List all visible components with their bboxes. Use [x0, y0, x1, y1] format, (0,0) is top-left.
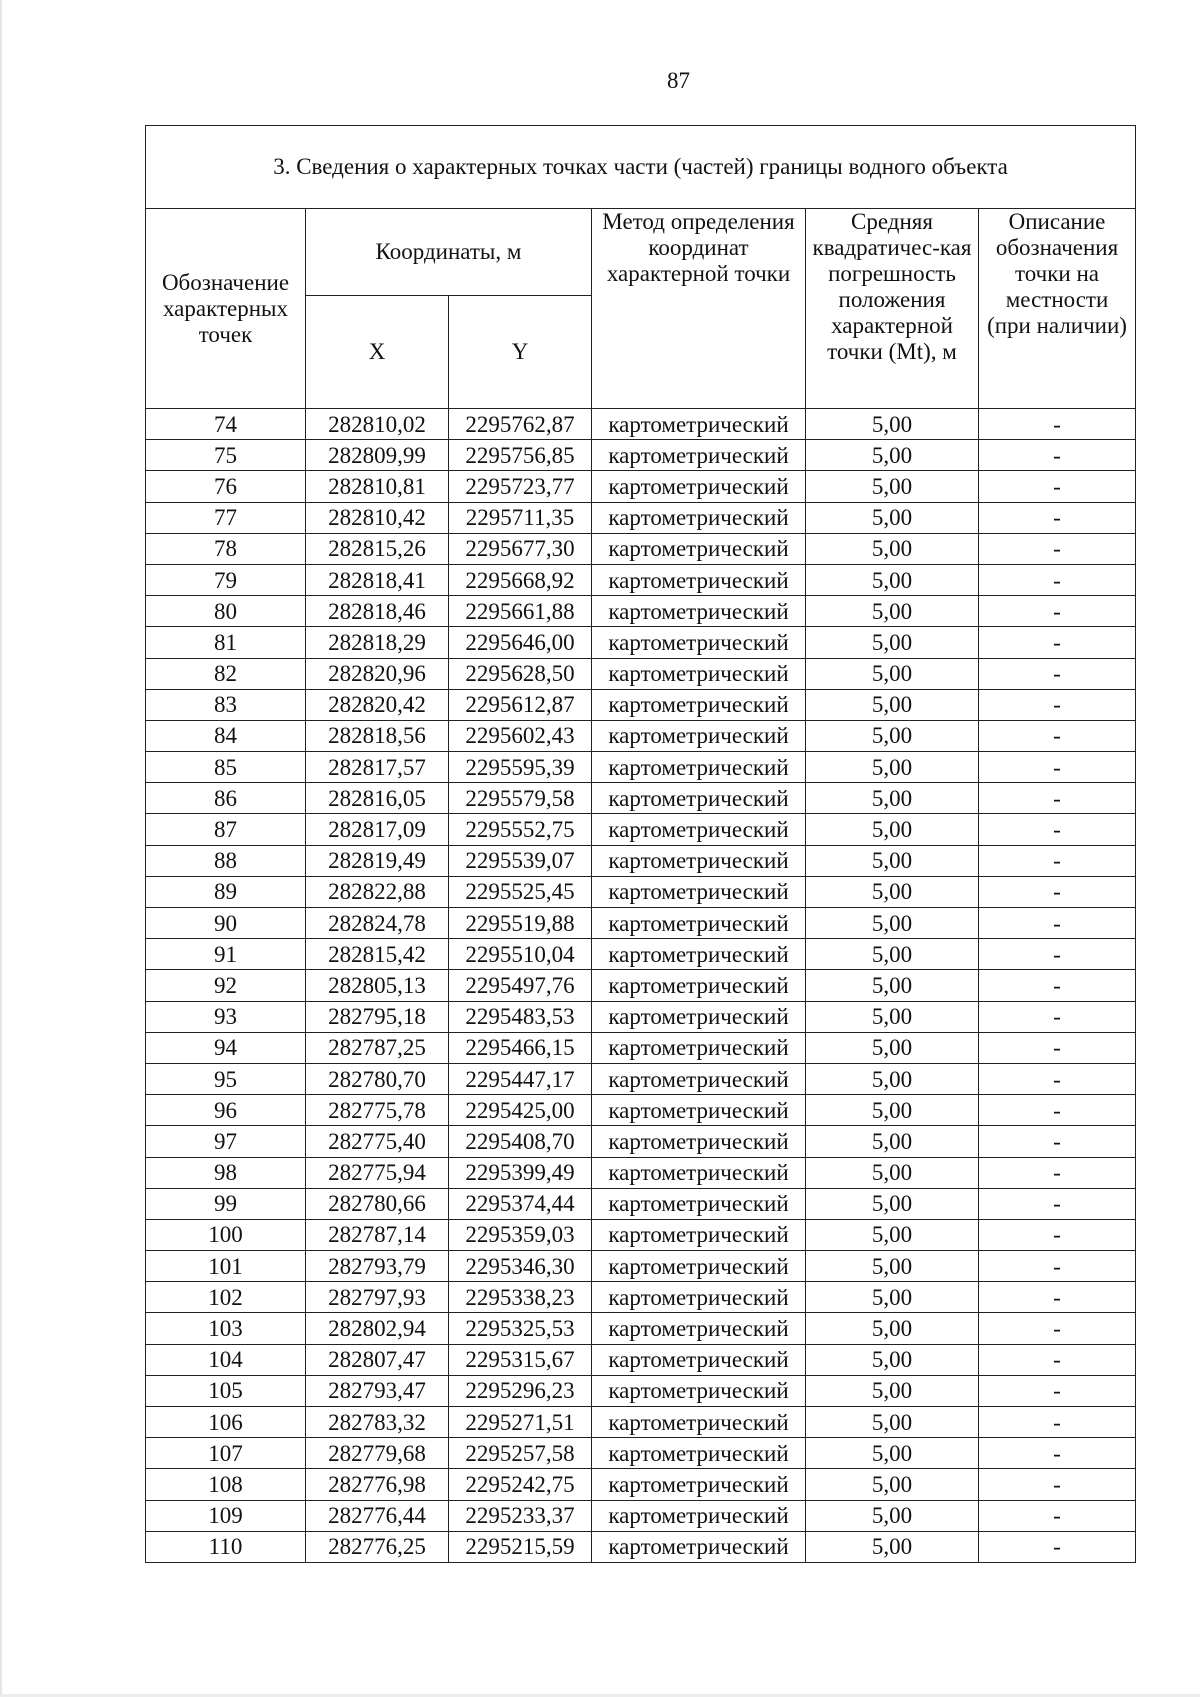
- cell-point: 102: [146, 1282, 306, 1313]
- cell-point: 83: [146, 689, 306, 720]
- cell-y: 2295519,88: [449, 908, 592, 939]
- cell-description: -: [979, 1251, 1136, 1282]
- cell-error: 5,00: [806, 845, 979, 876]
- cell-description: -: [979, 1188, 1136, 1219]
- cell-error: 5,00: [806, 1282, 979, 1313]
- cell-method: картометрический: [592, 409, 806, 440]
- cell-error: 5,00: [806, 533, 979, 564]
- cell-point: 98: [146, 1157, 306, 1188]
- table-row: [146, 658, 1136, 689]
- cell-point: 108: [146, 1469, 306, 1500]
- cell-x: 282810,02: [306, 409, 449, 440]
- cell-error: 5,00: [806, 1188, 979, 1219]
- cell-point: 81: [146, 627, 306, 658]
- cell-x: 282818,29: [306, 627, 449, 658]
- cell-method: картометрический: [592, 720, 806, 751]
- cell-x: 282793,47: [306, 1375, 449, 1406]
- cell-description: -: [979, 970, 1136, 1001]
- cell-point: 82: [146, 658, 306, 689]
- cell-x: 282819,49: [306, 845, 449, 876]
- cell-point: 87: [146, 814, 306, 845]
- table-row: [146, 1344, 1136, 1375]
- cell-error: 5,00: [806, 440, 979, 471]
- cell-method: картометрический: [592, 440, 806, 471]
- table-row: [146, 564, 1136, 595]
- cell-point: 99: [146, 1188, 306, 1219]
- table-row: [146, 1313, 1136, 1344]
- cell-error: 5,00: [806, 1251, 979, 1282]
- cell-x: 282815,26: [306, 533, 449, 564]
- cell-y: 2295677,30: [449, 533, 592, 564]
- cell-method: картометрический: [592, 564, 806, 595]
- cell-y: 2295257,58: [449, 1438, 592, 1469]
- cell-x: 282820,42: [306, 689, 449, 720]
- cell-method: картометрический: [592, 1438, 806, 1469]
- cell-y: 2295510,04: [449, 939, 592, 970]
- cell-method: картометрический: [592, 1188, 806, 1219]
- cell-description: -: [979, 502, 1136, 533]
- cell-x: 282815,42: [306, 939, 449, 970]
- cell-y: 2295497,76: [449, 970, 592, 1001]
- cell-error: 5,00: [806, 1095, 979, 1126]
- cell-error: 5,00: [806, 783, 979, 814]
- cell-method: картометрический: [592, 1063, 806, 1094]
- cell-x: 282776,44: [306, 1500, 449, 1531]
- cell-x: 282820,96: [306, 658, 449, 689]
- cell-description: -: [979, 1095, 1136, 1126]
- cell-error: 5,00: [806, 939, 979, 970]
- cell-error: 5,00: [806, 1032, 979, 1063]
- cell-x: 282816,05: [306, 783, 449, 814]
- cell-point: 107: [146, 1438, 306, 1469]
- cell-point: 76: [146, 471, 306, 502]
- cell-method: картометрический: [592, 1219, 806, 1250]
- cell-description: -: [979, 1438, 1136, 1469]
- cell-point: 78: [146, 533, 306, 564]
- cell-x: 282793,79: [306, 1251, 449, 1282]
- cell-y: 2295602,43: [449, 720, 592, 751]
- cell-method: картометрический: [592, 939, 806, 970]
- table-row: [146, 939, 1136, 970]
- cell-x: 282780,66: [306, 1188, 449, 1219]
- cell-y: 2295315,67: [449, 1344, 592, 1375]
- cell-y: 2295399,49: [449, 1157, 592, 1188]
- cell-x: 282818,56: [306, 720, 449, 751]
- cell-y: 2295215,59: [449, 1531, 592, 1562]
- cell-x: 282787,25: [306, 1032, 449, 1063]
- cell-x: 282787,14: [306, 1219, 449, 1250]
- table-row: [146, 689, 1136, 720]
- cell-method: картометрический: [592, 596, 806, 627]
- table-row: [146, 1001, 1136, 1032]
- cell-method: картометрический: [592, 1001, 806, 1032]
- cell-error: 5,00: [806, 564, 979, 595]
- cell-description: -: [979, 658, 1136, 689]
- cell-point: 94: [146, 1032, 306, 1063]
- table-row: [146, 876, 1136, 907]
- cell-description: -: [979, 471, 1136, 502]
- table-row: [146, 440, 1136, 471]
- cell-x: 282775,94: [306, 1157, 449, 1188]
- cell-y: 2295612,87: [449, 689, 592, 720]
- table-row: [146, 783, 1136, 814]
- cell-x: 282818,46: [306, 596, 449, 627]
- cell-x: 282809,99: [306, 440, 449, 471]
- cell-point: 100: [146, 1219, 306, 1250]
- cell-point: 96: [146, 1095, 306, 1126]
- cell-description: -: [979, 1531, 1136, 1562]
- cell-x: 282795,18: [306, 1001, 449, 1032]
- cell-method: картометрический: [592, 1313, 806, 1344]
- cell-y: 2295723,77: [449, 471, 592, 502]
- cell-method: картометрический: [592, 1469, 806, 1500]
- cell-point: 93: [146, 1001, 306, 1032]
- table-row: [146, 1531, 1136, 1562]
- cell-method: картометрический: [592, 1126, 806, 1157]
- cell-y: 2295466,15: [449, 1032, 592, 1063]
- cell-method: картометрический: [592, 1095, 806, 1126]
- table-row: [146, 720, 1136, 751]
- cell-description: -: [979, 1157, 1136, 1188]
- cell-point: 92: [146, 970, 306, 1001]
- cell-error: 5,00: [806, 1531, 979, 1562]
- cell-method: картометрический: [592, 1500, 806, 1531]
- cell-x: 282805,13: [306, 970, 449, 1001]
- cell-error: 5,00: [806, 1438, 979, 1469]
- header-coords: Координаты, м: [306, 209, 592, 296]
- cell-error: 5,00: [806, 596, 979, 627]
- table-row: [146, 1126, 1136, 1157]
- cell-y: 2295359,03: [449, 1219, 592, 1250]
- cell-y: 2295595,39: [449, 752, 592, 783]
- cell-y: 2295296,23: [449, 1375, 592, 1406]
- table-row: [146, 1375, 1136, 1406]
- cell-method: картометрический: [592, 814, 806, 845]
- cell-x: 282776,98: [306, 1469, 449, 1500]
- cell-y: 2295539,07: [449, 845, 592, 876]
- cell-y: 2295525,45: [449, 876, 592, 907]
- cell-y: 2295233,37: [449, 1500, 592, 1531]
- cell-description: -: [979, 845, 1136, 876]
- cell-point: 97: [146, 1126, 306, 1157]
- cell-description: -: [979, 409, 1136, 440]
- cell-point: 79: [146, 564, 306, 595]
- cell-error: 5,00: [806, 1063, 979, 1094]
- cell-x: 282817,57: [306, 752, 449, 783]
- cell-y: 2295483,53: [449, 1001, 592, 1032]
- cell-method: картометрический: [592, 502, 806, 533]
- cell-point: 106: [146, 1407, 306, 1438]
- cell-point: 109: [146, 1500, 306, 1531]
- cell-y: 2295338,23: [449, 1282, 592, 1313]
- cell-description: -: [979, 1032, 1136, 1063]
- cell-point: 80: [146, 596, 306, 627]
- cell-description: -: [979, 939, 1136, 970]
- cell-point: 85: [146, 752, 306, 783]
- table-row: [146, 471, 1136, 502]
- cell-point: 90: [146, 908, 306, 939]
- cell-error: 5,00: [806, 1126, 979, 1157]
- cell-x: 282783,32: [306, 1407, 449, 1438]
- table-row: [146, 1219, 1136, 1250]
- cell-y: 2295425,00: [449, 1095, 592, 1126]
- cell-point: 89: [146, 876, 306, 907]
- cell-description: -: [979, 1001, 1136, 1032]
- cell-y: 2295628,50: [449, 658, 592, 689]
- cell-method: картометрический: [592, 1344, 806, 1375]
- cell-point: 101: [146, 1251, 306, 1282]
- cell-x: 282807,47: [306, 1344, 449, 1375]
- header-method: Метод определения координат характерной точки: [592, 209, 806, 409]
- table-row: [146, 596, 1136, 627]
- cell-description: -: [979, 1407, 1136, 1438]
- cell-x: 282810,81: [306, 471, 449, 502]
- cell-description: -: [979, 1313, 1136, 1344]
- cell-description: -: [979, 689, 1136, 720]
- cell-point: 88: [146, 845, 306, 876]
- table-row: [146, 814, 1136, 845]
- cell-y: 2295756,85: [449, 440, 592, 471]
- cell-method: картометрический: [592, 1375, 806, 1406]
- cell-error: 5,00: [806, 1500, 979, 1531]
- cell-y: 2295579,58: [449, 783, 592, 814]
- table-row: [146, 752, 1136, 783]
- table-row: [146, 970, 1136, 1001]
- boundary-points-table: [145, 125, 1136, 1563]
- cell-point: 103: [146, 1313, 306, 1344]
- cell-error: 5,00: [806, 1375, 979, 1406]
- table-row: [146, 502, 1136, 533]
- cell-x: 282779,68: [306, 1438, 449, 1469]
- cell-y: 2295552,75: [449, 814, 592, 845]
- cell-error: 5,00: [806, 502, 979, 533]
- cell-error: 5,00: [806, 1219, 979, 1250]
- table-row: [146, 1469, 1136, 1500]
- cell-method: картометрический: [592, 689, 806, 720]
- cell-error: 5,00: [806, 752, 979, 783]
- table-row: [146, 1500, 1136, 1531]
- cell-error: 5,00: [806, 689, 979, 720]
- cell-method: картометрический: [592, 845, 806, 876]
- cell-error: 5,00: [806, 1157, 979, 1188]
- page-number: 87: [667, 68, 690, 93]
- cell-method: картометрический: [592, 1157, 806, 1188]
- table-row: [146, 1063, 1136, 1094]
- cell-description: -: [979, 1469, 1136, 1500]
- table-row: [146, 845, 1136, 876]
- cell-method: картометрический: [592, 908, 806, 939]
- table-body: [146, 409, 1136, 1563]
- cell-point: 84: [146, 720, 306, 751]
- cell-method: картометрический: [592, 1531, 806, 1562]
- cell-x: 282822,88: [306, 876, 449, 907]
- table-row: [146, 1188, 1136, 1219]
- cell-method: картометрический: [592, 1251, 806, 1282]
- cell-point: 95: [146, 1063, 306, 1094]
- cell-x: 282818,41: [306, 564, 449, 595]
- cell-method: картометрический: [592, 627, 806, 658]
- cell-error: 5,00: [806, 1344, 979, 1375]
- cell-y: 2295408,70: [449, 1126, 592, 1157]
- table-row: [146, 1095, 1136, 1126]
- cell-error: 5,00: [806, 1469, 979, 1500]
- table-title: 3. Сведения о характерных точках части (частей) границы водного объекта: [146, 126, 1136, 209]
- table-row: [146, 1407, 1136, 1438]
- cell-description: -: [979, 1219, 1136, 1250]
- cell-y: 2295346,30: [449, 1251, 592, 1282]
- cell-description: -: [979, 752, 1136, 783]
- cell-method: картометрический: [592, 876, 806, 907]
- cell-error: 5,00: [806, 658, 979, 689]
- cell-point: 77: [146, 502, 306, 533]
- cell-description: -: [979, 876, 1136, 907]
- cell-y: 2295668,92: [449, 564, 592, 595]
- cell-y: 2295447,17: [449, 1063, 592, 1094]
- table-row: [146, 627, 1136, 658]
- cell-error: 5,00: [806, 1001, 979, 1032]
- cell-method: картометрический: [592, 970, 806, 1001]
- table-row: [146, 533, 1136, 564]
- cell-description: -: [979, 1126, 1136, 1157]
- cell-description: -: [979, 533, 1136, 564]
- cell-y: 2295271,51: [449, 1407, 592, 1438]
- table-row: [146, 1438, 1136, 1469]
- cell-method: картометрический: [592, 658, 806, 689]
- cell-description: -: [979, 564, 1136, 595]
- cell-description: -: [979, 440, 1136, 471]
- cell-description: -: [979, 1375, 1136, 1406]
- cell-point: 75: [146, 440, 306, 471]
- cell-description: -: [979, 596, 1136, 627]
- table-row: [146, 409, 1136, 440]
- table-row: [146, 1032, 1136, 1063]
- cell-y: 2295661,88: [449, 596, 592, 627]
- scan-edge: [0, 0, 2, 1697]
- cell-x: 282817,09: [306, 814, 449, 845]
- cell-y: 2295762,87: [449, 409, 592, 440]
- cell-error: 5,00: [806, 471, 979, 502]
- cell-description: -: [979, 720, 1136, 751]
- cell-x: 282775,78: [306, 1095, 449, 1126]
- cell-method: картометрический: [592, 1407, 806, 1438]
- cell-description: -: [979, 1500, 1136, 1531]
- cell-y: 2295242,75: [449, 1469, 592, 1500]
- cell-point: 105: [146, 1375, 306, 1406]
- cell-x: 282776,25: [306, 1531, 449, 1562]
- cell-y: 2295325,53: [449, 1313, 592, 1344]
- cell-description: -: [979, 783, 1136, 814]
- header-point: Обозначение характерных точек: [146, 209, 306, 409]
- cell-y: 2295646,00: [449, 627, 592, 658]
- cell-error: 5,00: [806, 1313, 979, 1344]
- cell-description: -: [979, 1063, 1136, 1094]
- cell-x: 282797,93: [306, 1282, 449, 1313]
- cell-x: 282780,70: [306, 1063, 449, 1094]
- cell-point: 110: [146, 1531, 306, 1562]
- cell-method: картометрический: [592, 533, 806, 564]
- cell-description: -: [979, 814, 1136, 845]
- cell-x: 282810,42: [306, 502, 449, 533]
- header-error: Средняя квадратичес-кая погрешность положения характерной точки (Mt), м: [806, 209, 979, 409]
- cell-error: 5,00: [806, 814, 979, 845]
- header-x: X: [306, 296, 449, 409]
- header-y: Y: [449, 296, 592, 409]
- cell-method: картометрический: [592, 783, 806, 814]
- cell-error: 5,00: [806, 876, 979, 907]
- cell-method: картометрический: [592, 1282, 806, 1313]
- cell-point: 74: [146, 409, 306, 440]
- cell-x: 282802,94: [306, 1313, 449, 1344]
- cell-point: 91: [146, 939, 306, 970]
- table-row: [146, 1157, 1136, 1188]
- cell-y: 2295711,35: [449, 502, 592, 533]
- cell-error: 5,00: [806, 1407, 979, 1438]
- cell-description: -: [979, 1344, 1136, 1375]
- cell-description: -: [979, 627, 1136, 658]
- cell-method: картометрический: [592, 752, 806, 783]
- cell-x: 282775,40: [306, 1126, 449, 1157]
- cell-x: 282824,78: [306, 908, 449, 939]
- cell-point: 104: [146, 1344, 306, 1375]
- table-row: [146, 908, 1136, 939]
- cell-error: 5,00: [806, 970, 979, 1001]
- cell-description: -: [979, 1282, 1136, 1313]
- cell-method: картометрический: [592, 1032, 806, 1063]
- cell-error: 5,00: [806, 720, 979, 751]
- cell-method: картометрический: [592, 471, 806, 502]
- cell-point: 86: [146, 783, 306, 814]
- table-row: [146, 1251, 1136, 1282]
- table-row: [146, 1282, 1136, 1313]
- cell-description: -: [979, 908, 1136, 939]
- cell-error: 5,00: [806, 627, 979, 658]
- header-description: Описание обозначения точки на местности (при наличии): [979, 209, 1136, 409]
- cell-y: 2295374,44: [449, 1188, 592, 1219]
- cell-error: 5,00: [806, 908, 979, 939]
- cell-error: 5,00: [806, 409, 979, 440]
